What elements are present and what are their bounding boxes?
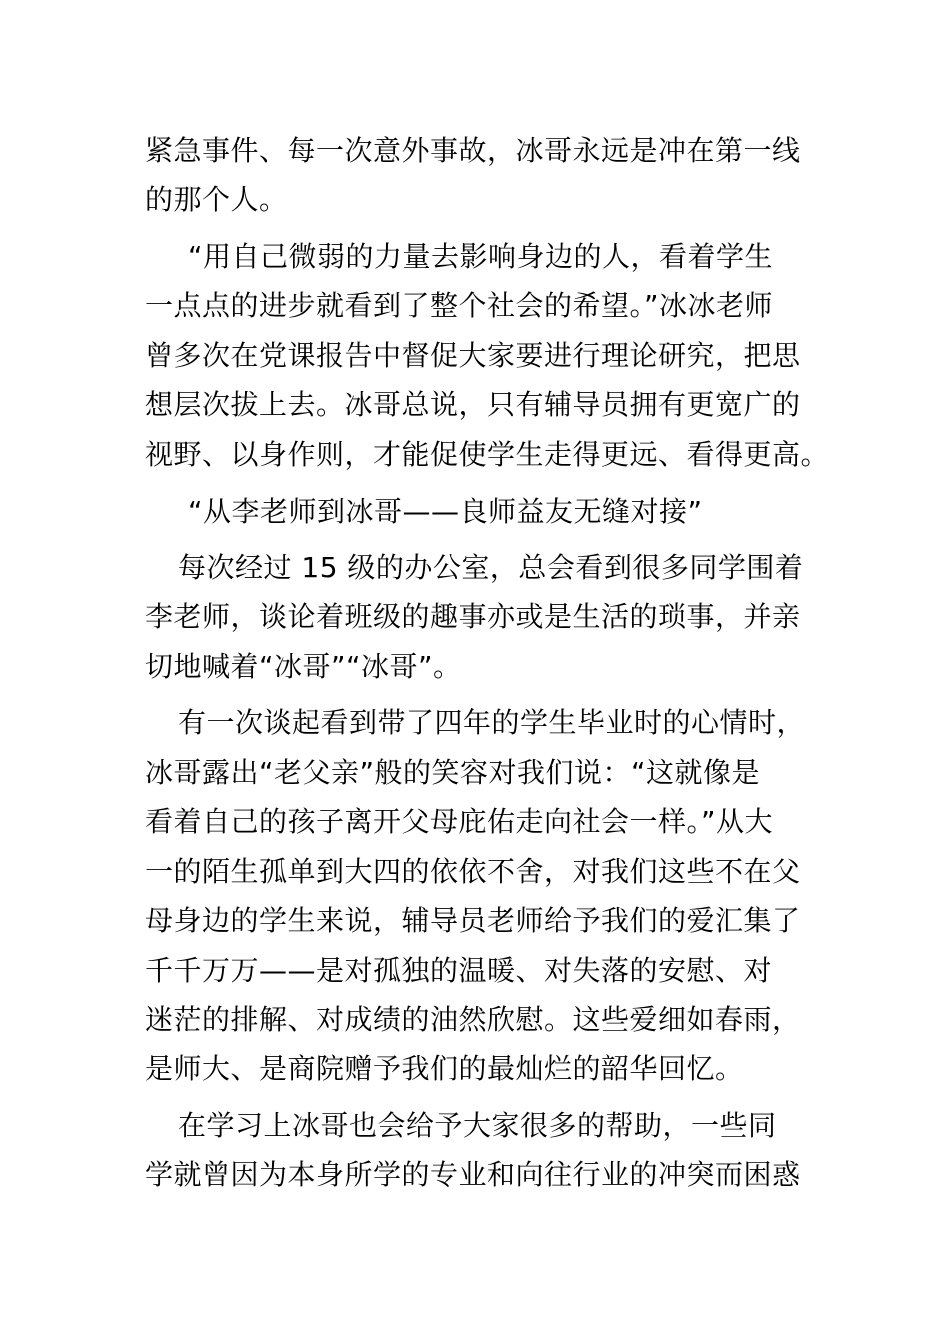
text-line: 在学习上冰哥也会给予大家很多的帮助，一些同 [178,1109,777,1142]
text-line: 有一次谈起看到带了四年的学生毕业时的心情时， [178,706,806,739]
text-line: 一的陌生孤单到大四的依依不舍，对我们这些不在父 [145,855,801,888]
text-line: 李老师，谈论着班级的趣事亦或是生活的琐事，并亲 [145,600,801,633]
section-heading: “从李老师到冰哥——良师益友无缝对接” [188,495,703,528]
text-line: 一点点的进步就看到了整个社会的希望。”冰冰老师 [145,289,774,322]
text-line: 千千万万——是对孤独的温暖、对失落的安慰、对 [145,954,773,987]
text-line: 视野、以身作则，才能促使学生走得更远、看得更高。 [145,438,830,471]
text-line: 的那个人。 [145,183,288,216]
text-line: 是师大、是商院赠予我们的最灿烂的韶华回忆。 [145,1052,744,1085]
text-line: 曾多次在党课报告中督促大家要进行理论研究，把思 [145,339,801,372]
text-line: 学就曾因为本身所学的专业和向往行业的冲突而困惑 [145,1158,801,1191]
text-line: 切地喊着“冰哥”“冰哥”。 [145,650,462,683]
text-line: “用自己微弱的力量去影响身边的人，看着学生 [188,240,774,273]
text-line: 每次经过 15 级的办公室，总会看到很多同学围着 [178,551,804,584]
text-line: 迷茫的排解、对成绩的油然欣慰。这些爱细如春雨， [145,1003,801,1036]
text-line: 母身边的学生来说，辅导员老师给予我们的爱汇集了 [145,904,801,937]
text-line: 想层次拔上去。冰哥总说，只有辅导员拥有更宽广的 [145,388,801,421]
text-line: 紧急事件、每一次意外事故，冰哥永远是冲在第一线 [145,134,801,167]
text-line: 看着自己的孩子离开父母庇佑走向社会一样。”从大 [145,805,774,838]
text-line: 冰哥露出“老父亲”般的笑容对我们说：“这就像是 [145,756,761,789]
